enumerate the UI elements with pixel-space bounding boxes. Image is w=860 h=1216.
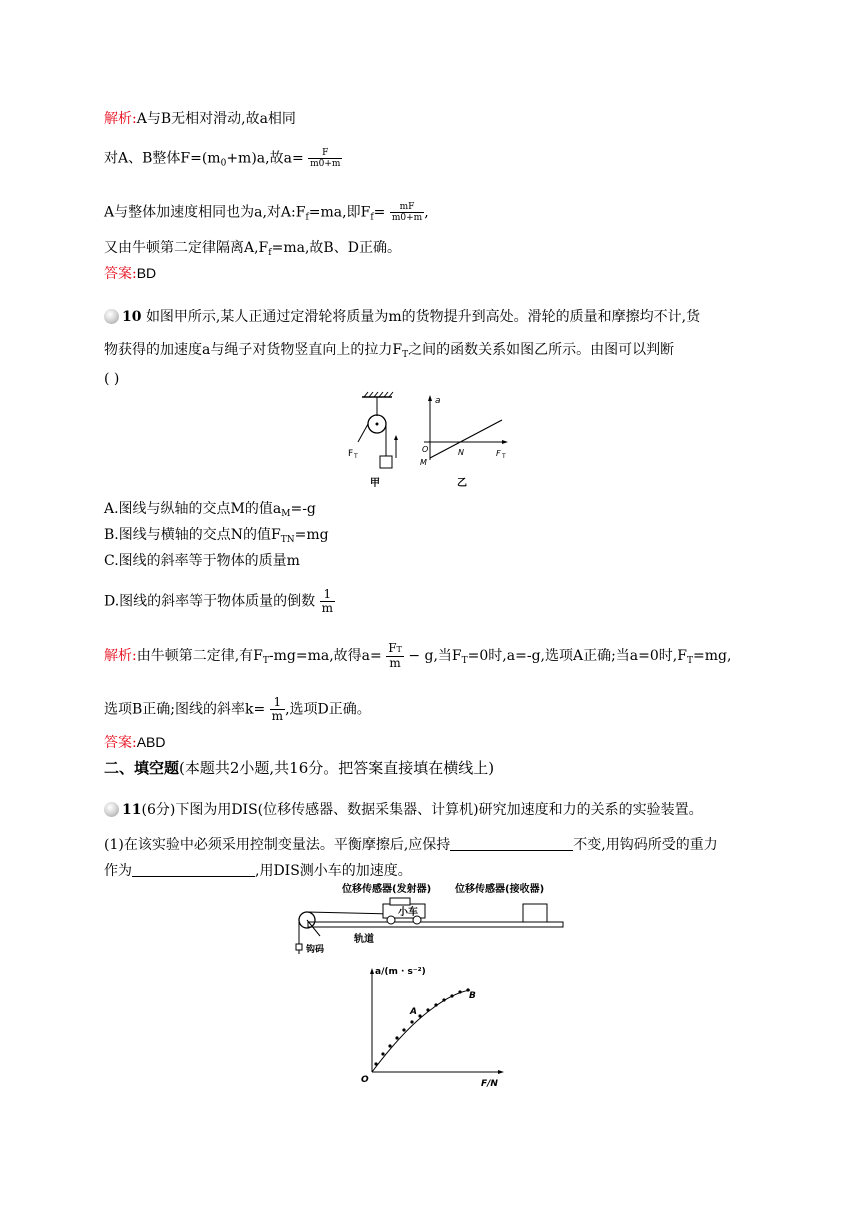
label-n: N (458, 448, 464, 457)
answer-value: BD (136, 265, 157, 281)
q9-solution-line2: 对A、B整体$F=(m_0+m)a$,故a= $\frac{F}{m0+m}$ (104, 148, 341, 169)
q10-figure (340, 390, 520, 490)
graph-line (430, 420, 502, 458)
q9-line3-mid: =ma,即F (308, 204, 371, 221)
q9-fraction-b: $\frac{mF}{m0+m}$ (391, 202, 423, 223)
label-jia: 甲 (370, 478, 380, 489)
solution-label: 解析: (104, 111, 137, 127)
q11-part1-line2: 作为 ,用DIS测小车的加速度。 (104, 863, 412, 879)
cart-wheel-left (387, 916, 395, 924)
q9-solution-line3: A与整体加速度相同也为a,对$A:F_f=ma$,即$F_f=$ $\frac{mF}{m0+m}$ , (104, 202, 429, 223)
label-cart: 小车 (398, 907, 418, 918)
label-track: 轨道 (354, 934, 374, 945)
sender-box (390, 898, 410, 905)
label-x-axis: F/N (481, 1079, 498, 1089)
question-number: 11 (122, 802, 142, 818)
q10-option-d: D.图线的斜率等于物体质量的倒数 $\frac{1}{m}$ (104, 587, 334, 615)
q10-bracket: ( ) (104, 371, 120, 387)
weight-box (296, 944, 302, 950)
q9-line4-text: 又由牛顿第二定律隔离A,F (104, 240, 269, 256)
q10-stem-line2: 物获得的加速度a与绳子对货物竖直向上的拉力$F_T$之间的函数关系如图乙所示。由图可以判断 (104, 342, 675, 360)
q9-line2-mid: +m)a,故a= (226, 150, 304, 167)
question-marker-icon (104, 309, 119, 324)
option-d-fraction: $\frac{1}{m}$ (321, 587, 334, 615)
fill-blank-1[interactable] (450, 836, 573, 851)
label-o: O (422, 445, 429, 454)
q9-answer (104, 264, 156, 283)
q10-option-b: B.图线与横轴的交点N的值$F_{TN}=mg$ (104, 527, 329, 545)
track (308, 922, 563, 927)
label-ft-left: F (348, 449, 354, 459)
cargo-box (380, 456, 392, 468)
label-y-axis: a/(m · s⁻²) (375, 967, 426, 977)
q10-solution-line1: 解析:由牛顿第二定律,有$F_T-mg=ma$,故得a= $\frac{FT}{m}$ − g,当$F_T=0$时,a=-g,选项A正确;当a=0时$,F_T=mg$, (104, 641, 732, 670)
label-ft-left-sub: T (354, 453, 358, 460)
label-point-b: B (469, 991, 476, 1001)
question-marker-icon (104, 802, 119, 817)
q10-option-a: A.图线与纵轴的交点M的值$a_M=-g$ (104, 501, 316, 519)
label-yi: 乙 (457, 478, 467, 489)
solution-label: 解析: (104, 648, 137, 664)
q11-apparatus-figure (290, 878, 575, 958)
q11-stem: 11(6分)下图为用DIS(位移传感器、数据采集器、计算机)研究加速度和力的关系的实验装置。 (104, 801, 703, 819)
label-a: a (435, 396, 441, 406)
label-m: M (420, 458, 427, 467)
fill-blank-2[interactable] (132, 862, 255, 877)
label-ft-sub: T (502, 453, 506, 460)
q10-solution-line2: 选项B正确;图线的斜率k= $\frac{1}{m}$ ,选项D正确。 (104, 695, 371, 723)
label-origin: O (361, 1075, 369, 1085)
q10-stem-text2-rest: 之间的函数关系如图乙所示。由图可以判断 (408, 342, 675, 358)
data-curve (372, 990, 470, 1072)
answer-label: 答案: (104, 266, 137, 282)
q10-answer (104, 733, 166, 752)
answer-value: ABD (136, 734, 166, 750)
q9-fraction-a: $\frac{F}{m0+m}$ (310, 148, 341, 169)
q11-graph (355, 960, 515, 1090)
q10-option-c: C.图线的斜率等于物体的质量m (104, 553, 300, 569)
q11-part1-line1: (1)在该实验中必须采用控制变量法。平衡摩擦后,应保持 不变,用钩码所受的重力 (104, 837, 718, 853)
q10-stem-text2: 物获得的加速度a与绳子对货物竖直向上的拉力F (104, 342, 403, 358)
label-receiver: 位移传感器(接收器) (455, 884, 545, 895)
q9-line4-rest: =ma,故B、D正确。 (271, 240, 401, 256)
q9-line2-prefix: 对A、B整体F=(m (104, 150, 221, 167)
label-weight: 钩码 (306, 945, 325, 955)
rope-left (358, 424, 368, 442)
label-sender: 位移传感器(发射器) (342, 884, 432, 895)
q9-solution-text: A与B无相对滑动,故a相同 (136, 111, 296, 127)
q10-stem-line1 (104, 308, 700, 326)
label-point-a: A (410, 1007, 417, 1017)
q9-solution-line4: 又由牛顿第二定律隔离$A,F_f=ma$,故B、D正确。 (104, 240, 401, 258)
section-heading: 二、填空题(本题共2小题,共16分。把答案直接填在横线上) (104, 759, 495, 777)
q9-solution-line1 (104, 110, 296, 128)
label-ft: F (496, 449, 501, 458)
data-points (374, 988, 469, 1065)
q9-line3-prefix: A与整体加速度相同也为a,对A:F (104, 204, 306, 221)
solution-fraction-ft-m: $\frac{FT}{m}$ (388, 641, 402, 670)
answer-label: 答案: (104, 735, 137, 751)
solution-fraction-1-m: $\frac{1}{m}$ (271, 695, 284, 723)
receiver-box (523, 904, 547, 922)
question-number: 10 (122, 309, 142, 325)
string (307, 912, 390, 914)
q10-stem-text1: 如图甲所示,某人正通过定滑轮将质量为m的货物提升到高处。滑轮的质量和摩擦均不计,货 (145, 309, 701, 325)
